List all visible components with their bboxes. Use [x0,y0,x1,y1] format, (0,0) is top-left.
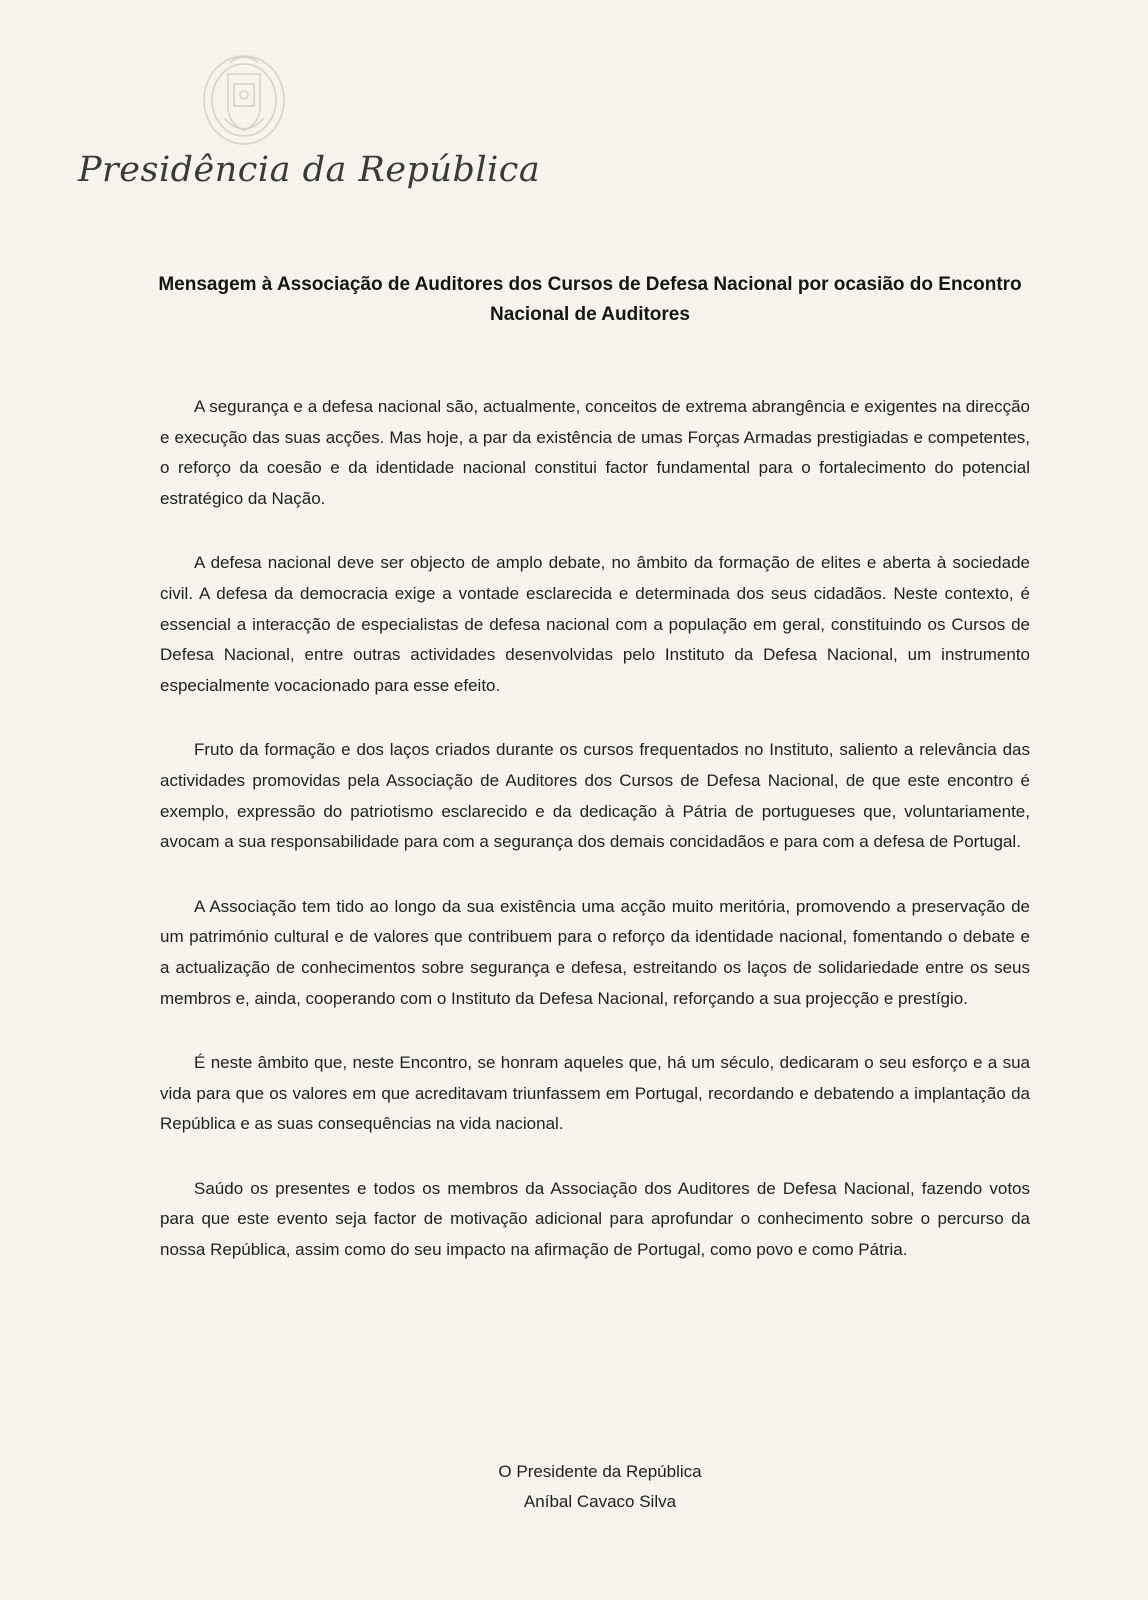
coat-of-arms-icon [198,44,290,152]
paragraph: A segurança e a defesa nacional são, actualmente, conceitos de extrema abrangência e exigentes na direcção e execução das suas acções. Mas hoje, a par da existência de umas Forças Armadas prestigiadas e competentes, o reforço da coesão e da identidade nacional constitui factor fundamental para o fortalecimento do potencial estratégico da Nação. [160,397,1030,508]
signature-name: Aníbal Cavaco Silva [523,1492,677,1511]
paragraph: Fruto da formação e dos laços criados durante os cursos frequentados no Instituto, saliento a relevância das actividades promovidas pela Associação de Auditores dos Cursos de Defesa Nacional, de que este encontro é exemplo, expressão do patriotismo esclarecido e da dedicação à Pátria de portugueses que, voluntariamente, avocam a sua responsabilidade para com a segurança dos demais concidadãos e para com a defesa de Portugal. [160,740,1030,852]
paragraph: A defesa nacional deve ser objecto de amplo debate, no âmbito da formação de elites e aberta à sociedade civil. A defesa da democracia exige a vontade esclarecida e determinada dos seus cidadãos. Neste contexto, é essencial a interacção de especialistas de defesa nacional com a população em geral, constituindo os Cursos de Defesa Nacional, entre outras actividades desenvolvidas pelo Instituto da Defesa Nacional, um instrumento especialmente vocacionado para esse efeito. [160,553,1030,695]
document-body [160,392,1030,1300]
letterhead-title: Presidência da República [78,150,541,190]
signature-block [440,1457,760,1517]
paragraph: A Associação tem tido ao longo da sua existência uma acção muito meritória, promovendo a preservação de um património cultural e de valores que contribuem para o reforço da identidade nacional, fomentando o debate e a actualização de conhecimentos sobre segurança e defesa, estreitando os laços de solidariedade entre os seus membros e, ainda, cooperando com o Instituto da Defesa Nacional, reforçando a sua projecção e prestígio. [160,896,1030,1008]
signature-role: O Presidente da República [498,1462,702,1481]
paragraph: É neste âmbito que, neste Encontro, se honram aqueles que, há um século, dedicaram o seu esforço e a sua vida para que os valores em que acreditavam triunfassem em Portugal, recordando e debatendo a implantação da República e as suas consequências na vida nacional. [160,1053,1030,1134]
paragraph: Saúdo os presentes e todos os membros da Associação dos Auditores de Defesa Nacional, fazendo votos para que este evento seja factor de motivação adicional para aprofundar o conhecimento sobre o percurso da nossa República, assim como do seu impacto na afirmação de Portugal, como povo e como Pátria. [160,1178,1030,1260]
document-title: Mensagem à Associação de Auditores dos Cursos de Defesa Nacional por ocasião do Encontro Nacional de Auditores [158,274,1022,325]
